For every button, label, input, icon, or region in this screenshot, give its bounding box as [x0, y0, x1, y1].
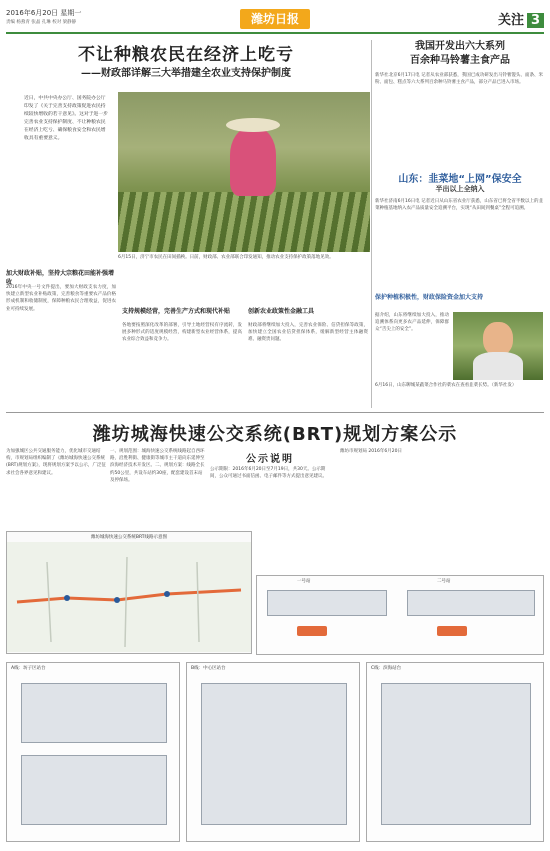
- route-map-drawing: [7, 542, 251, 652]
- site-block: [201, 683, 347, 825]
- station-label-2: 二号站: [437, 579, 451, 584]
- map-label: 潍坊城海快速公交系统BRT线路示意图: [90, 535, 168, 540]
- brt-intro: 为加强城区公共交通服务能力，优化城市交通结构，市规划局组织编制了《潍坊城海快速公交系统(BRT)规划方案》，现将规划方案予以公示，广泛征求社会各界意见和建议。: [6, 449, 106, 476]
- top-rule: [6, 32, 544, 34]
- lead-abstract: 近日，中共中央办公厅、国务院办公厅印发了《关于完善支持政策促进农民持续较快增收的若干意见》。这对于进一步完善农业支持保护制度、不让种粮农民在经济上吃亏、确保粮食安全和农民增收具有重要意义。: [24, 96, 108, 141]
- bus-icon: [437, 626, 467, 636]
- lead-subhead-3: 创新农业政策性金融工具: [248, 308, 315, 315]
- lead-para-1: 2016年中央一号文件提出，要加大财政支农力度，加快建立新型农业补贴政策，完善粮食等重要农产品价格形成机制和收储制度，保障种粮农民合理收益，促进农业可持续发展。: [6, 285, 116, 312]
- section-header: [498, 9, 544, 28]
- station-marker: [164, 591, 170, 597]
- rice-planting-photo: [118, 92, 370, 252]
- station-canopy: [267, 590, 387, 616]
- newspaper-logo: 潍坊日报: [240, 9, 310, 29]
- site-plan-a: [6, 662, 180, 842]
- potato-title-line1: 我国开发出六大系列: [415, 41, 505, 52]
- station-marker: [64, 595, 70, 601]
- potato-title-line2: 百余种马铃薯主食产品: [410, 55, 510, 66]
- lead-para-3: 财政部将继续加大投入，完善农业保险、信贷担保等政策，加快建立全国农业信贷担保体系，缓解新型经营主体融资难、融资贵问题。: [248, 323, 368, 343]
- editors-line: 责编 杨燕青 张晶 孔琳 校对 梁静静: [6, 20, 77, 25]
- chive-article-title: 山东：韭菜地“上网”保安全: [398, 174, 522, 185]
- station-marker: [114, 597, 120, 603]
- site-plan-c-label: C线：滨海站台: [371, 666, 402, 671]
- potato-article-body: 新华社北京6月17日电 记者从农业部获悉，我国已成功研发出马铃薯馒头、面条、米粉、面包、糕点等六大系列百余种马铃薯主食产品，部分产品已进入市场。: [375, 73, 543, 86]
- brt-plan-text: 一、规划范围：城海快速公交系统线路起自西环路，沿胜利街、健康街等城市主干道向东延伸至滨海经济技术开发区。二、规划方案：线路全长约50公里，共设车站约30座，配套建设首末站及停保场。: [110, 449, 205, 483]
- portrait-face: [483, 322, 513, 356]
- issue-date: 2016年6月20日 星期一: [6, 9, 82, 17]
- section-name: 关注: [497, 13, 524, 28]
- lead-subtitle: ——财政部详解三大举措建全农业支持保护制度: [81, 68, 291, 79]
- notice-body: 公示期限：2016年6月20日至7月19日，共30天。公示期间，公众可通过书面信函、电子邮件等方式提出意见建议。: [210, 467, 327, 480]
- site-plan-b-label: B线：中心区站台: [191, 666, 226, 671]
- page-number: 3: [527, 13, 544, 28]
- station-label-1: 一号站: [297, 579, 311, 584]
- straw-hat: [226, 118, 280, 132]
- lead-subhead-2: 支持规模经营，完善生产方式和现代补贴: [122, 308, 231, 315]
- masthead: [6, 6, 544, 32]
- lead-subhead-1: 加大财政补贴，坚持大宗粮花田能补强增收: [6, 270, 115, 286]
- site-block: [21, 683, 167, 743]
- lead-para-2: 各地要按照深化改革的部署，引导土地经营权有序流转，发展多种形式的适度规模经营，构建新型农业经营体系，提高农业综合效益和竞争力。: [122, 323, 242, 343]
- brt-signature: 潍坊市规划局 2016年6月20日: [340, 449, 402, 454]
- site-block: [381, 683, 531, 825]
- lead-title: 不让种粮农民在经济上吃亏: [78, 45, 294, 65]
- chive-article-body: 新华社济南6月16日电 记者近日从山东省农业厅获悉，山东省已将全省半数以上的韭菜种植基地纳入农产品质量安全追溯平台，实现“从田间到餐桌”全程可追溯。: [375, 199, 543, 212]
- station-section-drawings: [256, 575, 544, 655]
- map-background: [7, 542, 251, 652]
- site-block: [21, 755, 167, 825]
- rice-rows: [118, 192, 370, 252]
- potato-article-title: [375, 40, 545, 68]
- chive-article-subtitle: 半出以上全纳入: [435, 185, 485, 193]
- farmer-portrait-photo: [453, 312, 543, 380]
- lead-photo-caption: 6月15日，济宁市农民在田间插秧。日前，财政部、农业部联合印发通知，推动农业支持保护政策落地见效。: [118, 255, 334, 260]
- station-canopy: [407, 590, 535, 616]
- site-plan-a-label: A线：坊子区站台: [11, 666, 46, 671]
- brt-route-map: [6, 531, 252, 654]
- brt-title: 潍坊城海快速公交系统(BRT)规划方案公示: [92, 424, 458, 445]
- site-plan-c: [366, 662, 544, 842]
- farmer-figure: [230, 128, 276, 196]
- column-divider: [371, 40, 372, 408]
- bus-icon: [297, 626, 327, 636]
- site-plan-b: [186, 662, 360, 842]
- chive-para: 据介绍，山东将继续加大投入，推动追溯体系向更多农产品延伸，保障群众“舌尖上的安全”。: [375, 313, 449, 333]
- chive-subhead: 保护种植积极性，财政保险资金加大支持: [375, 294, 484, 301]
- portrait-shirt: [473, 352, 523, 380]
- notice-title: 公示说明: [246, 454, 294, 465]
- right-photo-caption: 6月16日，山东聊城某蔬菜合作社的菜农在查看韭菜长势。（新华社发）: [375, 383, 517, 388]
- section-rule: [6, 412, 544, 413]
